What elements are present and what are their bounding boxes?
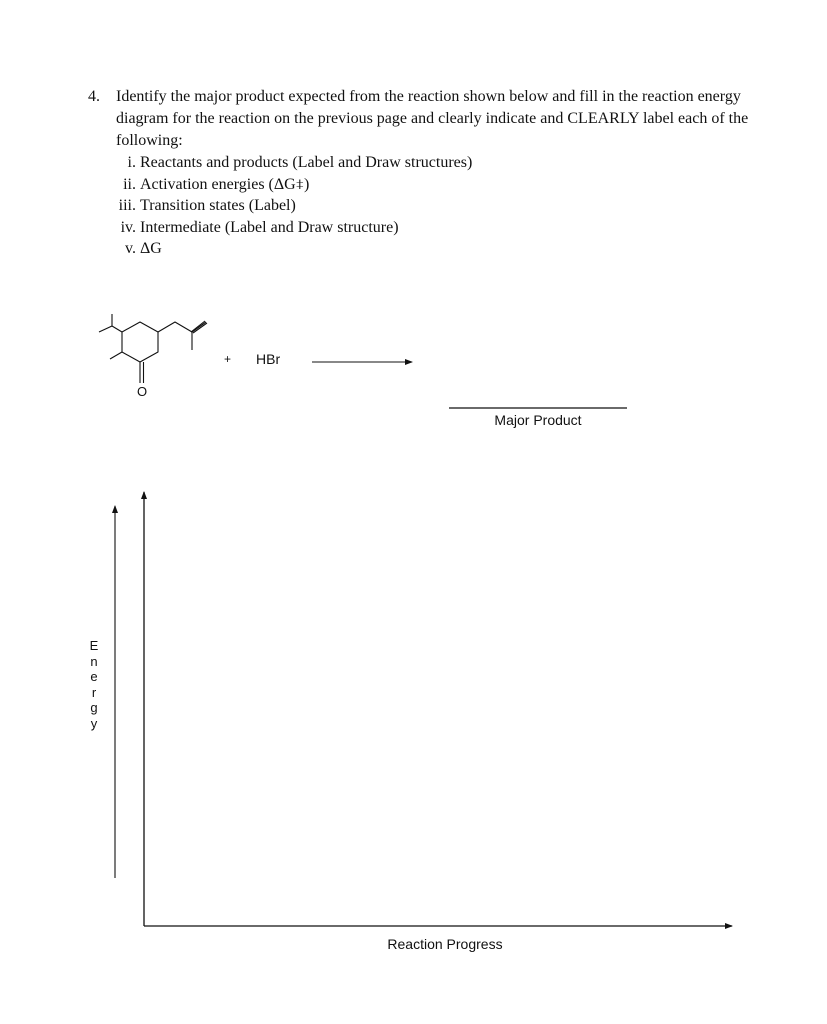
item-text: ΔG (140, 240, 162, 257)
x-axis-label: Reaction Progress (387, 936, 503, 952)
item-text: Activation energies (ΔG⧧) (140, 175, 310, 193)
item-text: Reactants and products (Label and Draw structures) (140, 154, 473, 171)
ketone-oxygen-label: O (137, 384, 148, 399)
energy-letter: g (90, 700, 98, 715)
major-product-label: Major Product (494, 412, 582, 428)
energy-letter: r (91, 684, 97, 700)
item-number: i. (127, 154, 136, 171)
diagram-drawing-area[interactable] (146, 498, 730, 924)
item-number: iv. (120, 218, 136, 236)
item-number: ii. (123, 175, 136, 193)
reactant-structure (99, 314, 207, 383)
energy-letter: y (90, 715, 98, 731)
question-text: Identify the major product expected from the reaction shown below and fill in the reaction energy diagram for the reaction on the previous page and clearly indicate and CLEARLY label each of the following: (116, 88, 749, 149)
energy-letter: E (89, 638, 99, 653)
energy-letter: e (90, 669, 98, 684)
item-text: Transition states (Label) (140, 197, 296, 214)
item-number: v. (125, 240, 136, 257)
plus-sign: + (224, 352, 232, 366)
item-text: Intermediate (Label and Draw structure) (140, 218, 399, 236)
question-number: 4. (88, 88, 100, 105)
energy-letter: n (90, 653, 98, 669)
item-number: iii. (118, 197, 136, 214)
reagent-label: HBr (256, 351, 281, 367)
energy-axis-label (86, 638, 102, 731)
